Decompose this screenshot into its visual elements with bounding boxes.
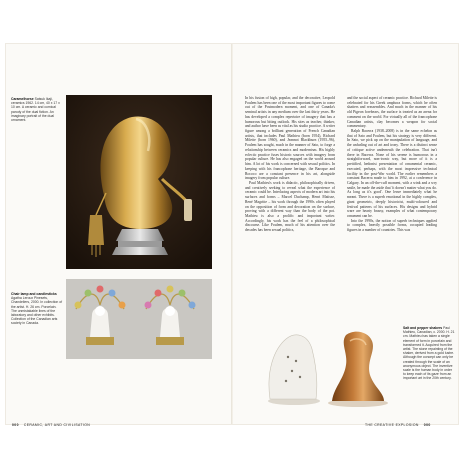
caption-title: Chair lamp and candlesticks: [11, 292, 57, 296]
paragraph: Ralph Bacerra (1938–2008) is in the same echelon as that of Sato and Foulem, but his strategy is very different. In Sato, we pick up on the manipulation of language, and the unfurling out of art and irony. There is a distinct sense of critique active underneath the celebration. That isn't there in Bacerra. None of his serene is humorous in a straightforward, non-ironic way, but more of it is a prettified, hedonist presentation of ornamental ceramic, executed, perhaps, with the most impressive technical facility in the post-War world. The earlier remembers a constant Bacerra made to him in 1992, at a conference in Calgary. In an off-the-cuff moment, with a wink and a wry smile, he made the aside that 'it doesn't matter what you do. As long as it's good'. One leave immediately what he meant. There is a superb emotional in the highly complex, giant geometric, deeply historicist, multi-coloured and festival patterns of his surfaces. His designs and hybrid ware are hearty brassy, examples of what contemporary ornament can be.: [347, 129, 437, 218]
caption-title: Caramelhorse: [11, 97, 34, 101]
right-page-footer: [365, 423, 431, 427]
caption-body: Satsuk Ikaji, ceramics 1962. 14 cm, 40 x 17 x 10 cm. A ceramic and comical parody of the dual fiction. An imaginary portrait of the dual ornament.: [11, 97, 60, 123]
photo-salt-pepper-shakers: [246, 321, 396, 411]
paragraph: and the social aspect of ceramic practice. Richard Milette is celebrated for his Greek amphora forms, which he often shatters and reassembles. And much in the manner of his old Pigeon forebears, the surface is treated as an arena for comment on the world. For virtually all of the francophone Canadian artists, clay becomes a weapon for social commentary.: [347, 96, 437, 129]
golden-vessel-illustration: [66, 95, 212, 269]
book-gutter: [231, 44, 233, 424]
text-column-1: [245, 96, 335, 322]
caption-body: Agatha Leroux Pinesets, Chandeliers, 2000. In collection of the artist. H. 26 cm. Porcelain. The unmistakable lines of the laboratory and other exhibits. Collection of the Canadian arts society in Canada.: [11, 296, 63, 326]
paragraph: Into the 1990s, the notion of superb techniques applied to complex, heavily possible forms, occupied leading figures in a number of countries. This was: [347, 218, 437, 233]
caption-golden-vessel: [11, 97, 63, 122]
photo-golden-vessel: [66, 95, 212, 269]
paragraph: In his fusion of high, popular, and the decorative, Leopold Foulem has been one of the most important figures to come out of the Postmodern moment, and one of Canada's seminal artists in any medium over the last thirty years. He has developed a complex repertoire of imagery that has a humorous but biting outlook. His sites as teacher, thinker, and author have been as vital as his studio practice. A writer figure among a brilliant generation of French Canadian artists, that includes Paul Mathieu (born 1954), Richard Milette (born 1960), and Jeannot Blackburn (1955–96), Foulem has sought, much in the manner of Sato, to forge a relationship between ceramics and modernism. His highly eclectic practice fuses historic sources with imagery from popular culture. He has also engaged on the world around him. A lot of his work is concerned with sexual politics. In keeping with his francophone heritage, the Baroque and Rococo are a constant presence in his art, alongside imagery from popular culture.: [245, 96, 335, 181]
running-title: CERAMIC, ART AND CIVILISATION: [23, 423, 91, 427]
caption-body: Paul Mathieu, Canadian, c. 2000. H. 21 cm. Mathieu has taken a single element of form in porcelain and transformed it. Acquired from the artist. The stone repainting of the shaker, derived from a gold lustre. Although the concept can only be created through the scale of an anonymous object. The inventive scale is the human body in order to keep each of its gaze from an important art in the 20th century.: [403, 326, 455, 381]
running-title: THE CREATIVE EXPLOSION: [365, 423, 419, 427]
text-column-2: [347, 96, 437, 322]
page-number: 000: [423, 423, 431, 427]
shakers-illustration: [246, 321, 396, 411]
caption-salt-pepper-shakers: [403, 326, 455, 381]
photo-lamp-candlesticks: [66, 279, 212, 359]
caption-title: Salt and pepper shakers: [403, 326, 443, 330]
page-number: 000: [12, 423, 19, 427]
caption-lamp-candlesticks: [11, 292, 63, 326]
left-page-footer: [12, 423, 90, 427]
paragraph: Paul Mathieu's work is didactic, philosophically driven, and creatively seeking to reveal what the experience of ceramic could be. Interlacing aspects of modern art into his surfaces and forms – Marcel Duchamp, Henri Matisse, René Magritte – his work through the 1990s often played on the opposition of form and decoration on the surface, proving with a different way than the body of the pot. Mathieu is also a prolific and important writer. Accordingly, his work has the feel of a philosophical discourse. Like Foulem, much of his attention over the decades has been sexual politics,: [245, 180, 335, 233]
candlesticks-illustration: [66, 279, 212, 359]
